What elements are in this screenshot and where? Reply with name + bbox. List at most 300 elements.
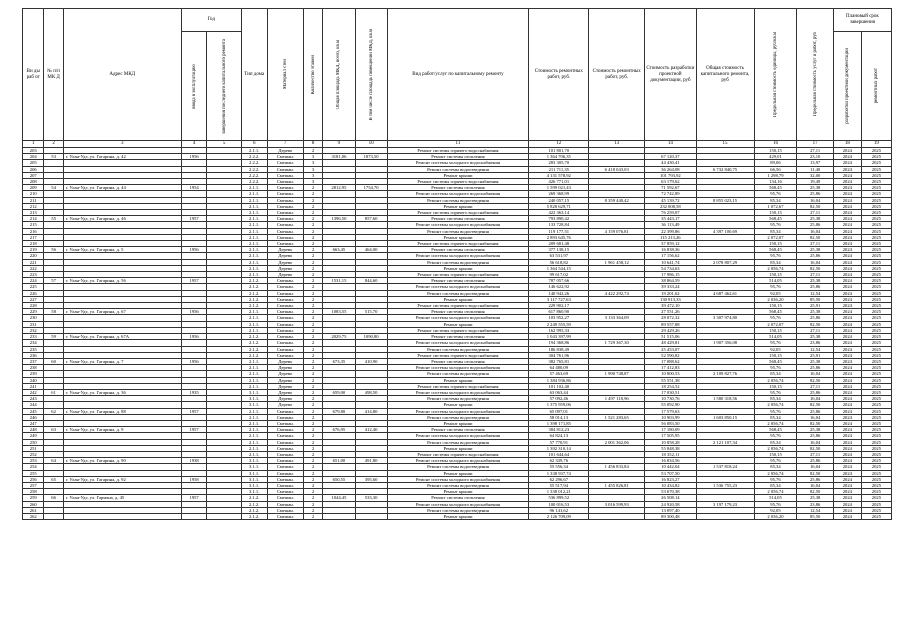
cell-floors: 2 — [304, 427, 323, 433]
cell-unit-cost2: 27,11 — [797, 210, 833, 216]
cell-cost-total: 1 537 818,24 — [696, 464, 754, 470]
cell-row-index: 247 — [23, 420, 44, 426]
cell-cost-project: 10 858,28 — [645, 439, 696, 445]
cell-unit-cost: 85,34 — [754, 464, 797, 470]
cell-plan-doc-year: 2024 — [833, 278, 861, 284]
cell-unit-cost: 2 036,20 — [754, 513, 797, 519]
cell-unit-cost2: 32,00 — [797, 172, 833, 178]
cell-cost-repair: 100 016,53 — [529, 501, 589, 507]
cell-cost-project: 22 399,86 — [645, 228, 696, 234]
cell-work-type: Ремонт системы холодного водоснабжения — [387, 433, 529, 439]
cell-cost-repair: 194 368,86 — [529, 340, 589, 346]
cell-row-index: 226 — [23, 290, 44, 296]
cell-work-type: Ремонт крыши — [387, 445, 529, 451]
cell-house-type: 2.1.2. — [241, 346, 267, 352]
header-floors-text: Количество этажей — [310, 54, 316, 95]
cell-cost-project: 36 264,08 — [645, 166, 696, 172]
cell-work-type: Ремонт крыши — [387, 265, 529, 271]
cell-floors: 2 — [304, 290, 323, 296]
cell-plan-work-year: 2025 — [861, 365, 891, 371]
cell-year-built: 1956 — [181, 334, 207, 340]
cell-cost-repair: 1 364 706,35 — [529, 154, 589, 160]
cell-plan-doc-year: 2024 — [833, 495, 861, 501]
cell-floors: 2 — [304, 284, 323, 290]
cell-area-total: 659,00 — [323, 389, 355, 395]
cell-unit-cost: 92,05 — [754, 346, 797, 352]
cell-cost-project: 53 670,38 — [645, 489, 696, 495]
cell-work-type: Ремонт системы горячего водоснабжения — [387, 241, 529, 247]
cell-cost-repair-total: 2 001 362,06 — [589, 439, 645, 445]
cell-row-index: 208 — [23, 179, 44, 185]
cell-cost-project: 16 823,27 — [645, 476, 696, 482]
cell-cost-total: 1 580 318,56 — [696, 396, 754, 402]
header-year-repair-text: завершения последнего капитального ремонта — [221, 38, 227, 134]
cell-unit-cost: 85,34 — [754, 259, 797, 265]
cell-plan-doc-year: 2024 — [833, 464, 861, 470]
cell-work-type: Ремонт системы отопления — [387, 427, 529, 433]
cell-floors: 3 — [304, 166, 323, 172]
cell-plan-doc-year: 2024 — [833, 172, 861, 178]
cell-mkd-number: 53 — [44, 154, 63, 160]
cell-unit-cost2: 16,04 — [797, 396, 833, 402]
cell-plan-doc-year: 2024 — [833, 414, 861, 420]
cell-cost-repair: 384 812,23 — [529, 427, 589, 433]
cell-wall-material: Дерево — [267, 389, 303, 395]
cell-cost-repair: 1 338 937,74 — [529, 470, 589, 476]
cell-work-type: Ремонт системы отопления — [387, 358, 529, 364]
cell-row-index: 243 — [23, 396, 44, 402]
cell-wall-material: Смешан. — [267, 315, 303, 321]
cell-house-type: 2.1.1. — [241, 216, 267, 222]
cell-cost-repair: 65 097,01 — [529, 408, 589, 414]
cell-row-index: 210 — [23, 191, 44, 197]
cell-plan-work-year: 2025 — [861, 166, 891, 172]
cell-floors: 2 — [304, 358, 323, 364]
cell-unit-cost: 514,05 — [754, 334, 797, 340]
cell-unit-cost2: 25,86 — [797, 222, 833, 228]
cell-plan-doc-year: 2024 — [833, 160, 861, 166]
cell-house-type: 2.1.1. — [241, 371, 267, 377]
cell-plan-work-year: 2025 — [861, 451, 891, 457]
cell-cost-repair: 1 364 544,15 — [529, 265, 589, 271]
cell-area-living: 515,70 — [355, 309, 387, 315]
cell-house-type: 2.1.1. — [241, 148, 267, 154]
cell-unit-cost2: 27,11 — [797, 451, 833, 457]
cell-plan-work-year: 2025 — [861, 185, 891, 191]
cell-cost-repair: 58 014,13 — [529, 414, 589, 420]
cell-wall-material: Смешан. — [267, 340, 303, 346]
cell-year-built: 1956 — [181, 309, 207, 315]
header-year-group: Год — [181, 9, 241, 32]
cell-row-index: 204 — [23, 154, 44, 160]
cell-address: г. Улан-Удэ, ул. Гагарина, д. 46 — [63, 216, 181, 222]
cell-unit-cost2: 82,50 — [797, 445, 833, 451]
cell-plan-doc-year: 2024 — [833, 507, 861, 513]
cell-plan-doc-year: 2024 — [833, 482, 861, 488]
cell-cost-repair: 426 771,01 — [529, 179, 589, 185]
cell-row-index: 241 — [23, 383, 44, 389]
cell-house-type: 2.1.1. — [241, 383, 267, 389]
cell-address: г. Улан-Удэ, ул. Гагарина, д. 36 — [63, 389, 181, 395]
cell-floors: 2 — [304, 309, 323, 315]
cell-wall-material: Смешан. — [267, 507, 303, 513]
cell-unit-cost: 66,56 — [754, 166, 797, 172]
cell-floors: 2 — [304, 296, 323, 302]
cell-year-built: 1956 — [181, 358, 207, 364]
cell-plan-work-year: 2025 — [861, 228, 891, 234]
cell-wall-material: Смешан. — [267, 427, 303, 433]
cell-row-index: 229 — [23, 309, 44, 315]
cell-mkd-number: 65 — [44, 476, 63, 482]
cell-work-type: Ремонт системы отопления — [387, 334, 529, 340]
cell-wall-material: Смешан. — [267, 228, 303, 234]
cell-plan-work-year: 2025 — [861, 327, 891, 333]
cell-plan-work-year: 2025 — [861, 222, 891, 228]
cell-house-type: 2.1.1. — [241, 427, 267, 433]
cell-unit-cost2: 82,50 — [797, 377, 833, 383]
column-number: 18 — [833, 141, 861, 148]
cell-plan-work-year: 2025 — [861, 439, 891, 445]
cell-cost-project: 55 848,38 — [645, 445, 696, 451]
cell-cost-project: 76 259,07 — [645, 210, 696, 216]
cell-unit-cost: 95,76 — [754, 389, 797, 395]
cell-cost-project: 39 472,10 — [645, 303, 696, 309]
cell-cost-project: 51 515,06 — [645, 334, 696, 340]
cell-cost-repair-total: 1 961 458,12 — [589, 259, 645, 265]
cell-cost-total: 1 536 755,23 — [696, 482, 754, 488]
cell-cost-project: 232 008,58 — [645, 203, 696, 209]
cell-plan-doc-year: 2024 — [833, 148, 861, 154]
header-year-built-text: ввода в эксплуатацию — [191, 63, 197, 109]
cell-cost-repair: 229 902,17 — [529, 303, 589, 309]
cell-plan-doc-year: 2024 — [833, 433, 861, 439]
cell-work-type: Ремонт системы холодного водоснабжения — [387, 253, 529, 259]
cell-work-type: Ремонт крыши — [387, 470, 529, 476]
cell-cost-repair: 269 368,99 — [529, 191, 589, 197]
cell-cost-repair: 101 644,64 — [529, 451, 589, 457]
header-year-repair — [207, 32, 241, 141]
cell-row-index: 232 — [23, 327, 44, 333]
cell-row-index: 253 — [23, 458, 44, 464]
cell-unit-cost2: 25,86 — [797, 191, 833, 197]
cell-house-type: 2.1.1. — [241, 327, 267, 333]
cell-work-type: Ремонт системы холодного водоснабжения — [387, 222, 529, 228]
cell-unit-cost: 150,15 — [754, 383, 797, 389]
cell-cost-repair: 186 838,49 — [529, 346, 589, 352]
cell-area-living: 844,60 — [355, 278, 387, 284]
column-number: 9 — [323, 141, 355, 148]
cell-plan-work-year: 2025 — [861, 433, 891, 439]
cell-plan-doc-year: 2024 — [833, 290, 861, 296]
cell-floors: 2 — [304, 352, 323, 358]
cell-work-type: Ремонт системы водоотведения — [387, 414, 529, 420]
cell-wall-material: Смешан. — [267, 234, 303, 240]
cell-work-type: Ремонт крыши — [387, 402, 529, 408]
cell-plan-doc-year: 2024 — [833, 365, 861, 371]
cell-cost-project: 10 434,82 — [645, 482, 696, 488]
header-area-living-text: В том числе площадь помещений МКД, кв.м — [368, 28, 374, 121]
cell-unit-cost2: 12,54 — [797, 346, 833, 352]
cell-floors: 2 — [304, 259, 323, 265]
cell-unit-cost2: 27,11 — [797, 148, 833, 154]
cell-floors: 2 — [304, 234, 323, 240]
cell-unit-cost: 134,16 — [754, 179, 797, 185]
cell-cost-project: 10 903,99 — [645, 414, 696, 420]
cell-cost-repair: 162 995,33 — [529, 327, 589, 333]
cell-year-built: 1956 — [181, 247, 207, 253]
cell-row-index: 239 — [23, 371, 44, 377]
cell-plan-doc-year: 2024 — [833, 489, 861, 495]
cell-year-built: 1954 — [181, 185, 207, 191]
header-plan-work-text: ремонтных работ — [873, 68, 879, 104]
cell-cost-repair: 617 860,90 — [529, 309, 589, 315]
cell-floors: 2 — [304, 197, 323, 203]
cell-plan-work-year: 2025 — [861, 259, 891, 265]
cell-mkd-number: 63 — [44, 427, 63, 433]
cell-unit-cost2: 27,11 — [797, 327, 833, 333]
cell-work-type: Ремонт системы горячего водоснабжения — [387, 383, 529, 389]
cell-wall-material: Смешан. — [267, 470, 303, 476]
cell-work-type: Ремонт системы холодного водоснабжения — [387, 365, 529, 371]
cell-floors: 2 — [304, 439, 323, 445]
header-work-type: Вид работ/услуг по капитальному ремонту — [387, 9, 529, 141]
cell-wall-material: Смешан. — [267, 241, 303, 247]
cell-work-type: Ремонт системы водоотведения — [387, 439, 529, 445]
cell-row-index: 221 — [23, 259, 44, 265]
cell-unit-cost: 95,76 — [754, 458, 797, 464]
cell-unit-cost: 95,76 — [754, 191, 797, 197]
cell-plan-work-year: 2025 — [861, 265, 891, 271]
cell-plan-work-year: 2025 — [861, 346, 891, 352]
cell-unit-cost2: 27,11 — [797, 383, 833, 389]
cell-cost-total: 3 307 974,80 — [696, 315, 754, 321]
column-number: 14 — [645, 141, 696, 148]
cell-cost-repair: 3 117 727,63 — [529, 296, 589, 302]
cell-wall-material: Смешан. — [267, 464, 303, 470]
cell-cost-project: 17 030,51 — [645, 389, 696, 395]
cell-unit-cost: 2 056,74 — [754, 470, 797, 476]
cell-row-index: 245 — [23, 408, 44, 414]
cell-floors: 2 — [304, 340, 323, 346]
cell-work-type: Ремонт системы холодного водоснабжения — [387, 458, 529, 464]
cell-work-type: Ремонт системы холодного водоснабжения — [387, 284, 529, 290]
cell-address: г. Улан-Удэ, ул. Гагарина, д. 88 — [63, 408, 181, 414]
cell-wall-material: Смешан. — [267, 210, 303, 216]
cell-plan-doc-year: 2024 — [833, 222, 861, 228]
cell-mkd-number: 56 — [44, 247, 63, 253]
cell-address: г. Улан-Удэ, ул. Гагарина, д. 92 — [63, 476, 181, 482]
cell-unit-cost2: 11,40 — [797, 166, 833, 172]
cell-unit-cost: 95,76 — [754, 222, 797, 228]
cell-plan-doc-year: 2024 — [833, 284, 861, 290]
cell-house-type: 2.1.1. — [241, 203, 267, 209]
cell-floors: 3 — [304, 154, 323, 160]
cell-plan-doc-year: 2024 — [833, 383, 861, 389]
cell-unit-cost: 92,05 — [754, 290, 797, 296]
cell-cost-repair: 140 942,26 — [529, 290, 589, 296]
cell-row-index: 218 — [23, 241, 44, 247]
cell-unit-cost: 150,15 — [754, 241, 797, 247]
cell-unit-cost: 429,01 — [754, 154, 797, 160]
cell-floors: 2 — [304, 253, 323, 259]
cell-unit-cost: 95,76 — [754, 476, 797, 482]
cell-house-type: 2.2.2. — [241, 179, 267, 185]
cell-cost-total: 2 078 807,29 — [696, 259, 754, 265]
cell-floors: 2 — [304, 482, 323, 488]
cell-unit-cost2: 23,86 — [797, 501, 833, 507]
cell-work-type: Ремонт системы холодного водоснабжения — [387, 340, 529, 346]
cell-cost-project: 53 707,50 — [645, 470, 696, 476]
column-number: 4 — [181, 141, 207, 148]
cell-floors: 2 — [304, 495, 323, 501]
cell-area-living: 1754,70 — [355, 185, 387, 191]
cell-house-type: 2.1.2. — [241, 303, 267, 309]
cell-wall-material: Смешан. — [267, 321, 303, 327]
cell-cost-repair: 2 893 645,76 — [529, 234, 589, 240]
cell-cost-total: 1 907 356,08 — [696, 340, 754, 346]
cell-work-type: Ремонт системы горячего водоснабжения — [387, 210, 529, 216]
document-table-container — [22, 8, 892, 520]
cell-area-total: 651,00 — [323, 458, 355, 464]
cell-house-type: 2.1.1. — [241, 197, 267, 203]
cell-address: г. Улан-Удэ, ул. Гагарина, д. 44 — [63, 185, 181, 191]
cell-house-type: 3.1.1. — [241, 402, 267, 408]
cell-floors: 2 — [304, 383, 323, 389]
cell-wall-material: Смешан. — [267, 160, 303, 166]
cell-wall-material: Смешан. — [267, 495, 303, 501]
cell-area-living: 410,90 — [355, 358, 387, 364]
cell-wall-material: Смешан. — [267, 489, 303, 495]
cell-cost-total — [696, 513, 754, 519]
cell-cost-total: 2 109 827,76 — [696, 371, 754, 377]
cell-unit-cost2: 25,38 — [797, 185, 833, 191]
cell-work-type: Ремонт системы водоотведения — [387, 197, 529, 203]
cell-row-index: 252 — [23, 451, 44, 457]
cell-unit-cost2: 16,04 — [797, 414, 833, 420]
cell-unit-cost: 150,15 — [754, 327, 797, 333]
cell-row-index: 259 — [23, 495, 44, 501]
cell-floors: 2 — [304, 470, 323, 476]
cell-wall-material: Смешан. — [267, 352, 303, 358]
cell-wall-material: Смешан. — [267, 482, 303, 488]
cell-cost-project: 48 429,81 — [645, 340, 696, 346]
cell-floors: 2 — [304, 476, 323, 482]
cell-unit-cost2: 25,86 — [797, 458, 833, 464]
cell-house-type: 2.1.2. — [241, 334, 267, 340]
cell-row-index: 219 — [23, 247, 44, 253]
cell-house-type: 2.1.2. — [241, 340, 267, 346]
cell-cost-repair: 2 249 555,59 — [529, 321, 589, 327]
cell-unit-cost2: 27,11 — [797, 241, 833, 247]
cell-area-total: 663,45 — [323, 247, 355, 253]
header-work-kind: Ви ды раб от — [23, 9, 44, 141]
cell-floors: 2 — [304, 334, 323, 340]
cell-house-type: 2.1.1. — [241, 433, 267, 439]
cell-year-repair — [207, 513, 241, 519]
cell-floors: 2 — [304, 464, 323, 470]
cell-house-type: 2.1.1. — [241, 420, 267, 426]
cell-floors: 2 — [304, 203, 323, 209]
cell-unit-cost: 95,76 — [754, 340, 797, 346]
cell-cost-project: 72 742,89 — [645, 191, 696, 197]
cell-plan-work-year: 2025 — [861, 377, 891, 383]
cell-wall-material: Дерево — [267, 396, 303, 402]
cell-cost-repair: 283 305,70 — [529, 160, 589, 166]
cell-plan-work-year: 2025 — [861, 458, 891, 464]
cell-row-index: 240 — [23, 377, 44, 383]
cell-plan-doc-year: 2024 — [833, 346, 861, 352]
cell-wall-material: Дерево — [267, 402, 303, 408]
column-number: 12 — [529, 141, 589, 148]
cell-row-index: 248 — [23, 427, 44, 433]
cell-house-type: 2.1.1. — [241, 210, 267, 216]
cell-unit-cost2: 16,04 — [797, 439, 833, 445]
cell-cost-project: 19 201,62 — [645, 290, 696, 296]
cell-work-type: Ремонт системы холодного водоснабжения — [387, 160, 529, 166]
cell-house-type: 2.1.1. — [241, 228, 267, 234]
cell-row-index: 249 — [23, 433, 44, 439]
header-area-living — [355, 9, 387, 141]
cell-house-type: 2.1.2. — [241, 296, 267, 302]
cell-unit-cost: 2 056,74 — [754, 265, 797, 271]
cell-area-total: 1531,15 — [323, 278, 355, 284]
cell-work-type: Ремонт системы горячего водоснабжения — [387, 148, 529, 154]
cell-plan-work-year: 2025 — [861, 290, 891, 296]
cell-cost-repair: 119 177,51 — [529, 228, 589, 234]
cell-work-type: Ремонт системы горячего водоснабжения — [387, 451, 529, 457]
cell-plan-doc-year: 2024 — [833, 427, 861, 433]
cell-house-type: 2.1.1. — [241, 191, 267, 197]
cell-row-index: 230 — [23, 315, 44, 321]
cell-plan-doc-year: 2024 — [833, 265, 861, 271]
cell-cost-project: 17 088,62 — [645, 358, 696, 364]
cell-cost-total: 1 603 850,15 — [696, 414, 754, 420]
header-address: Адрес МКД — [63, 9, 181, 141]
cell-unit-cost: 2 056,74 — [754, 445, 797, 451]
cell-work-type: Ремонт системы отопления — [387, 309, 529, 315]
column-number-row — [23, 141, 892, 148]
cell-wall-material: Смешан. — [267, 203, 303, 209]
cell-row-index: 203 — [23, 148, 44, 154]
cell-unit-cost: 85,34 — [754, 439, 797, 445]
cell-floors: 2 — [304, 148, 323, 154]
column-number: 8 — [304, 141, 323, 148]
cell-area-living: 395,60 — [355, 476, 387, 482]
cell-cost-project: 44 430,41 — [645, 160, 696, 166]
cell-house-type: 3.1.1. — [241, 489, 267, 495]
cell-wall-material: Дерево — [267, 148, 303, 154]
cell-unit-cost2: 25,91 — [797, 352, 833, 358]
cell-address: г. Улан-Удэ, ул. Гагарина, д. 7 — [63, 358, 181, 364]
cell-plan-doc-year: 2024 — [833, 203, 861, 209]
cell-row-index: 235 — [23, 346, 44, 352]
cell-floors: 2 — [304, 265, 323, 271]
header-plan-doc-text: разработки проектной документации — [844, 48, 850, 124]
cell-cost-repair-total: 1 455 826,81 — [589, 482, 645, 488]
cell-house-type: 2.1.1. — [241, 247, 267, 253]
cell-house-type: 2.1.1. — [241, 222, 267, 228]
cell-work-type: Ремонт системы водоотведения — [387, 228, 529, 234]
header-floors — [304, 9, 323, 141]
cell-unit-cost2: 82,50 — [797, 234, 833, 240]
cell-work-type: Ремонт системы холодного водоснабжения — [387, 191, 529, 197]
cell-plan-doc-year: 2024 — [833, 179, 861, 185]
cell-cost-repair: 536 899,52 — [529, 495, 589, 501]
cell-unit-cost: 1 298,79 — [754, 172, 797, 178]
cell-cost-project: 36 113,49 — [645, 222, 696, 228]
cell-work-type: Ремонт крыши — [387, 296, 529, 302]
cell-floors: 2 — [304, 303, 323, 309]
